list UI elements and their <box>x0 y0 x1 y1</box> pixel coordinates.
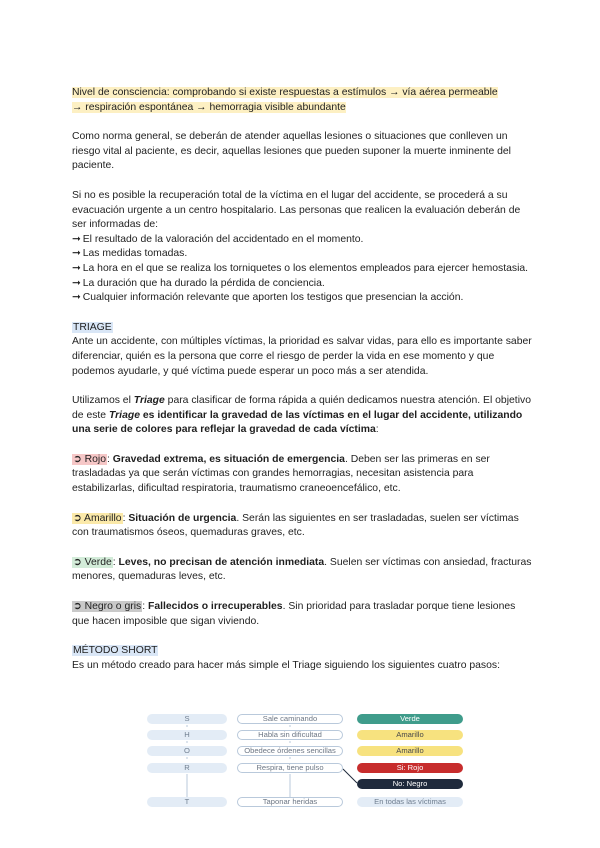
list-item: ➞ Las medidas tomadas. <box>72 248 188 260</box>
short-action: Taponar heridas <box>237 797 343 807</box>
list-item: ➞ El resultado de la valoración del accidentado en el momento. <box>72 233 364 245</box>
circle-arrow-icon: ➲ <box>73 453 82 465</box>
short-letter-h: H <box>147 730 227 740</box>
circle-arrow-icon: ➲ <box>73 601 82 613</box>
short-action: Sale caminando <box>237 714 343 724</box>
short-letter-o: O <box>147 746 227 756</box>
list-item: ➞ Cualquier información relevante que aporten los testigos que presencian la acción. <box>72 292 464 304</box>
highlight-line-1: Nivel de consciencia: comprobando si existe respuestas a estímulos → vía aérea permeable <box>72 87 498 98</box>
list-item: ➞ La duración que ha durado la pérdida de conciencia. <box>72 277 325 289</box>
short-letter-t: T <box>147 797 227 807</box>
short-method-diagram <box>145 713 465 813</box>
green-tag: ➲ Verde <box>73 556 112 568</box>
consciousness-highlight <box>72 86 532 115</box>
short-letter-r: R <box>147 763 227 773</box>
short-heading: MÉTODO SHORT <box>73 645 158 657</box>
short-action: Respira, tiene pulso <box>237 763 343 773</box>
short-action: Habla sin dificultad <box>237 730 343 740</box>
result-amarillo: Amarillo <box>357 730 463 740</box>
result-rojo: Si: Rojo <box>357 763 463 773</box>
result-negro: No: Negro <box>357 779 463 789</box>
circle-arrow-icon: ➲ <box>73 512 82 524</box>
triage-heading: TRIAGE <box>73 321 112 333</box>
yellow-tag: ➲ Amarillo <box>73 512 122 524</box>
category-negro: ➲ Negro o gris: Fallecidos o irrecuperables. Sin prioridad para trasladar porque tiene lesiones que hacen imposible que sigan viviendo. <box>72 601 516 627</box>
paragraph-general-rule: Como norma general, se deberán de atender aquellas lesiones o situaciones que conlleven un riesgo vital al paciente, es decir, aquellas lesiones que pueden suponer la muerte inminente del paciente. <box>72 131 511 172</box>
triage-intro: Ante un accidente, con múltiples víctimas, la prioridad es salvar vidas, para ello es importante saber diferenciar, quién es la persona que corre el riesgo de perder la vida en ese momento y que podemos ayudarle, y qué víctima puede esperar un poco más a ser atendida. <box>72 336 532 377</box>
result-amarillo: Amarillo <box>357 746 463 756</box>
category-verde: ➲ Verde: Leves, no precisan de atención inmediata. Suelen ser víctimas con ansiedad, fracturas menores, quemaduras leves, etc. <box>72 556 532 583</box>
paragraph-evacuation: Si no es posible la recuperación total de la víctima en el lugar del accidente, se procederá a su evacuación urgente a un centro hospitalario. Las personas que realicen la evaluación deberán de ser informadas de: <box>72 189 521 231</box>
short-action: Obedece órdenes sencillas <box>237 746 343 756</box>
arrow-icon: ➞ <box>72 292 81 304</box>
triage-objective: Utilizamos el Triage para clasificar de forma rápida a quién dedicamos nuestra atención. El objetivo de este Triage es identificar la gravedad de las víctimas en el lugar del accidente, utilizando una serie de colores para reflejar la gravedad de cada víctima: <box>72 395 531 436</box>
list-item: ➞ La hora en el que se realiza los torniquetes o los elementos empleados para ejercer hemostasia. <box>72 262 529 274</box>
connector-line <box>343 769 357 783</box>
result-all-victims: En todas las víctimas <box>357 797 463 807</box>
arrow-icon: ➞ <box>72 277 81 289</box>
grey-tag: ➲ Negro o gris <box>73 601 142 613</box>
red-tag: ➲ Rojo <box>73 453 106 465</box>
result-verde: Verde <box>357 714 463 724</box>
category-amarillo: ➲ Amarillo: Situación de urgencia. Serán las siguientes en ser trasladadas, suelen ser víctimas con traumatismos óseos, quemaduras graves, etc. <box>72 512 519 539</box>
short-intro: Es un método creado para hacer más simple el Triage siguiendo los siguientes cuatro pasos: <box>72 659 500 671</box>
short-letter-s: S <box>147 714 227 724</box>
arrow-icon: ➞ <box>72 262 81 274</box>
arrow-icon: ➞ <box>72 233 81 245</box>
arrow-icon: ➞ <box>72 248 81 260</box>
category-rojo: ➲ Rojo: Gravedad extrema, es situación de emergencia. Deben ser las primeras en ser trasladadas ya que serán víctimas con grandes hemorragias, necesitan asistencia para estabilizarlas, dificultad respiratoria, traumatismo craneoencefálico, etc. <box>72 453 490 495</box>
document-body <box>72 86 532 673</box>
highlight-line-2: → respiración espontánea → hemorragia visible abundante <box>72 101 346 113</box>
circle-arrow-icon: ➲ <box>73 556 82 568</box>
